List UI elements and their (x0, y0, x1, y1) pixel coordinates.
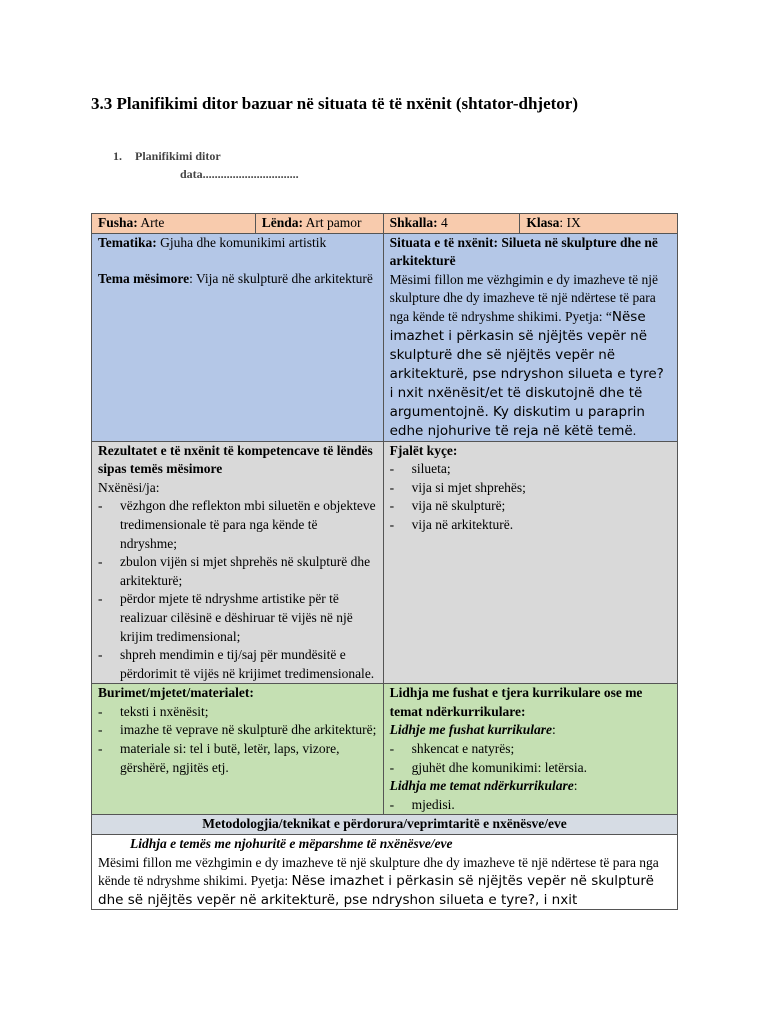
list-item: - teksti i nxënësit; (98, 703, 377, 722)
metodologjia-header-row (92, 815, 678, 835)
list-item: - mjedisi. (390, 796, 671, 815)
list-item: - shkencat e natyrës; (390, 740, 671, 759)
list-item: - gjuhët dhe komunikimi: letërsia. (390, 759, 671, 778)
list-item: - imazhe të veprave në skulpturë dhe arkitekturë; (98, 721, 377, 740)
metodologjia-subtitle: Lidhja e temës me njohuritë e mëparshme të nxënësve/eve (130, 836, 453, 852)
lenda-cell: Lënda: Art pamor (255, 214, 383, 234)
tematika-line: Tematika: Gjuha dhe komunikimi artistik (98, 234, 327, 250)
lidhja-fushat-list (390, 740, 671, 777)
list-item: - zbulon vijën si mjet shprehës në skulpturë dhe arkitekturë; (98, 553, 377, 590)
klasa-cell: Klasa: IX (520, 214, 678, 234)
fjalet-list (390, 460, 671, 534)
situata-text: Mësimi fillon me vëzhgimin e dy imazheve të një skulpture dhe dy imazheve të një ndërtese të para nga kënde të ndryshme shikimi. Pyetja: “Nëse imazhet i përkasin së njëjtës vepër në skulpturë dhe së njëjtës vepër në arkitekturë, pse ndryshon silueta e tyre? i nxit nxënësit/et të diskutojnë dhe të argumentojnë. Ky diskutim u paraprin edhe njohurive të reja në këtë temë. (389, 271, 664, 439)
burimet-list (98, 703, 377, 777)
list-item: - materiale si: tel i butë, letër, laps, vizore, gërshërë, ngjitës etj. (98, 740, 377, 777)
header-row (92, 214, 678, 234)
subheading-text: Planifikimi ditor (135, 149, 221, 163)
tema-line: Tema mësimore: Vija në skulpturë dhe arkitekturë (98, 271, 373, 287)
lidhja-fushat-line: Lidhje me fushat kurrikulare: (389, 722, 556, 738)
burimet-label: Burimet/mjetet/materialet: (98, 685, 254, 701)
lesson-plan-table (91, 213, 678, 910)
rezultatet-list (98, 497, 377, 683)
situata-label: Situata e të nxënit: Silueta në skulpture dhe në arkitekturë (389, 234, 658, 269)
list-item: - vija si mjet shprehës; (390, 479, 671, 498)
date-line: data................................ (180, 167, 299, 181)
rezultatet-row (92, 441, 678, 684)
lidhja-temat-list (390, 796, 671, 815)
list-item: - përdor mjete të ndryshme artistike për të realizuar cilësinë e dëshiruar të vijës në një krijim tredimensional; (98, 590, 377, 646)
rezultatet-cell (92, 441, 384, 684)
list-item: - shpreh mendimin e tij/saj për mundësitë e përdorimit të vijës në krijimet tredimensionale. (98, 646, 377, 683)
lidhja-label: Lidhja me fushat e tjera kurrikulare ose me temat ndërkurrikulare: (389, 685, 643, 719)
burimet-row (92, 684, 678, 815)
metodologjia-label: Metodologjia/teknikat e përdorura/veprimtaritë e nxënësve/eve (92, 815, 678, 835)
burimet-cell (92, 684, 384, 815)
tematika-cell (92, 233, 384, 441)
metodologjia-text: Mësimi fillon me vëzhgimin e dy imazheve të një skulpture dhe dy imazheve të një ndërtese të para nga kënde të ndryshme shikimi. Pyetja: Nëse imazhet i përkasin së njëjtës vepër në skulpturë dhe së njëjtës vepër në arkitekturë, pse ndryshon silueta e tyre?, i nxit (98, 854, 659, 908)
rezultatet-label: Rezultatet e të nxënit të kompetencave të lëndës sipas temës mësimore (98, 442, 373, 477)
list-item: - vëzhgon dhe reflekton mbi siluetën e objekteve tredimensionale të para nga kënde të ndryshme; (98, 497, 377, 553)
situata-cell (383, 233, 677, 441)
lidhja-temat-line: Lidhja me temat ndërkurrikulare: (389, 778, 578, 794)
lidhja-cell (383, 684, 677, 815)
document-title: 3.3 Planifikimi ditor bazuar në situata të të nxënit (shtator-dhjetor) (91, 94, 578, 113)
list-item: - vija në arkitekturë. (390, 516, 671, 535)
metodologjia-cell (92, 835, 678, 910)
fusha-cell: Fusha: Arte (92, 214, 256, 234)
list-item: - silueta; (390, 460, 671, 479)
rezultatet-intro: Nxënësi/ja: (98, 479, 160, 495)
list-item: - vija në skulpturë; (390, 497, 671, 516)
metodologjia-body-row (92, 835, 678, 910)
fjalet-cell (383, 441, 677, 684)
subheading (113, 149, 221, 164)
shkalla-cell: Shkalla: 4 (383, 214, 520, 234)
fjalet-label: Fjalët kyçe: (389, 442, 458, 458)
subheading-number: 1. (113, 149, 122, 163)
tematika-row (92, 233, 678, 441)
